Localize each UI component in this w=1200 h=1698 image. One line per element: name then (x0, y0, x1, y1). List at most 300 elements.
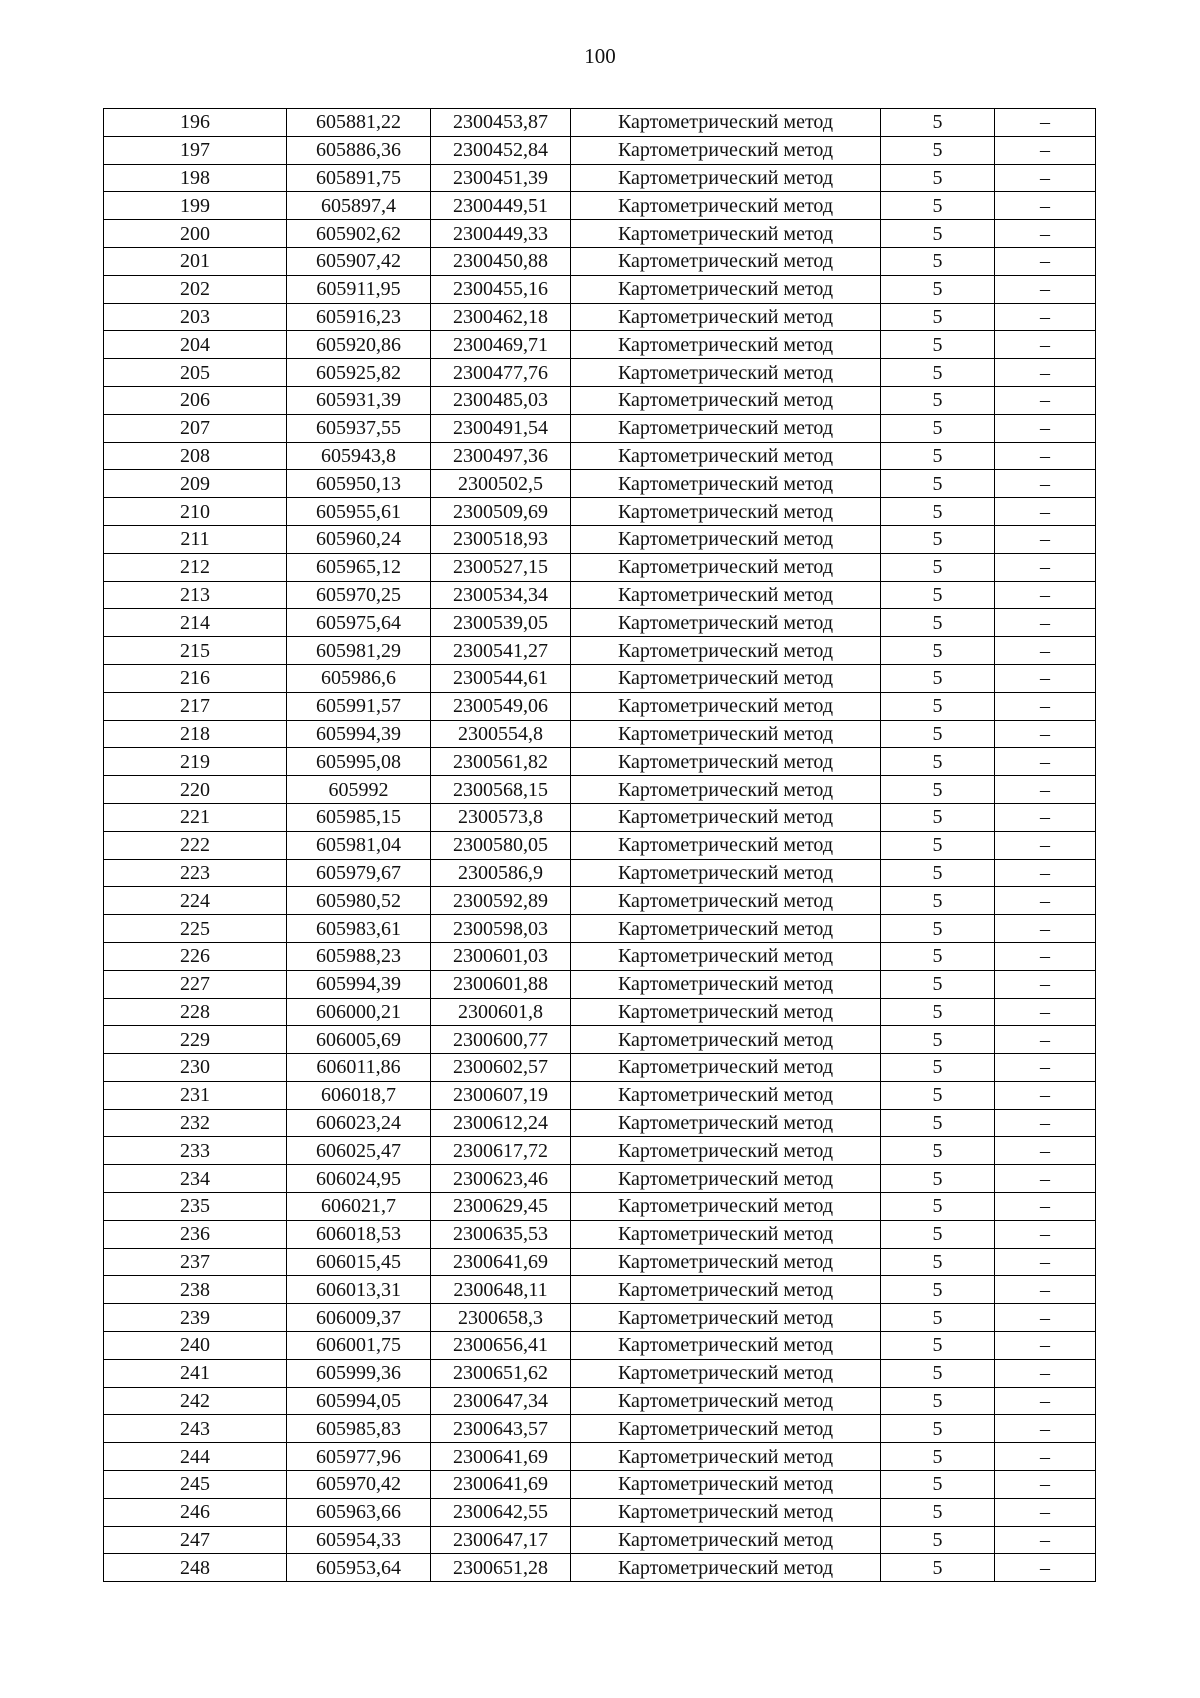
note-cell: – (995, 1387, 1096, 1415)
x-coordinate-cell: 605985,15 (287, 803, 431, 831)
point-number-cell: 196 (104, 109, 287, 137)
note-cell: – (995, 553, 1096, 581)
accuracy-cell: 5 (881, 970, 995, 998)
y-coordinate-cell: 2300641,69 (431, 1248, 571, 1276)
point-number-cell: 230 (104, 1054, 287, 1082)
method-cell: Картометрический метод (571, 498, 881, 526)
point-number-cell: 212 (104, 553, 287, 581)
note-cell: – (995, 1165, 1096, 1193)
x-coordinate-cell: 606018,7 (287, 1081, 431, 1109)
method-cell: Картометрический метод (571, 1359, 881, 1387)
y-coordinate-cell: 2300601,88 (431, 970, 571, 998)
y-coordinate-cell: 2300452,84 (431, 136, 571, 164)
x-coordinate-cell: 605981,04 (287, 831, 431, 859)
accuracy-cell: 5 (881, 692, 995, 720)
x-coordinate-cell: 606021,7 (287, 1193, 431, 1221)
y-coordinate-cell: 2300568,15 (431, 776, 571, 804)
note-cell: – (995, 1359, 1096, 1387)
method-cell: Картометрический метод (571, 998, 881, 1026)
accuracy-cell: 5 (881, 1026, 995, 1054)
table-row (104, 1054, 1096, 1082)
note-cell: – (995, 220, 1096, 248)
table-row (104, 942, 1096, 970)
accuracy-cell: 5 (881, 1109, 995, 1137)
x-coordinate-cell: 606024,95 (287, 1165, 431, 1193)
table-row (104, 637, 1096, 665)
x-coordinate-cell: 605963,66 (287, 1498, 431, 1526)
table-row (104, 692, 1096, 720)
accuracy-cell: 5 (881, 887, 995, 915)
method-cell: Картометрический метод (571, 303, 881, 331)
y-coordinate-cell: 2300462,18 (431, 303, 571, 331)
y-coordinate-cell: 2300561,82 (431, 748, 571, 776)
point-number-cell: 245 (104, 1471, 287, 1499)
method-cell: Картометрический метод (571, 220, 881, 248)
x-coordinate-cell: 605991,57 (287, 692, 431, 720)
method-cell: Картометрический метод (571, 942, 881, 970)
y-coordinate-cell: 2300485,03 (431, 386, 571, 414)
accuracy-cell: 5 (881, 1081, 995, 1109)
y-coordinate-cell: 2300592,89 (431, 887, 571, 915)
y-coordinate-cell: 2300617,72 (431, 1137, 571, 1165)
table-row (104, 1415, 1096, 1443)
accuracy-cell: 5 (881, 803, 995, 831)
point-number-cell: 220 (104, 776, 287, 804)
x-coordinate-cell: 606000,21 (287, 998, 431, 1026)
x-coordinate-cell: 605980,52 (287, 887, 431, 915)
table-row (104, 498, 1096, 526)
table-row (104, 1026, 1096, 1054)
x-coordinate-cell: 605886,36 (287, 136, 431, 164)
point-number-cell: 244 (104, 1443, 287, 1471)
method-cell: Картометрический метод (571, 692, 881, 720)
accuracy-cell: 5 (881, 1137, 995, 1165)
point-number-cell: 205 (104, 359, 287, 387)
y-coordinate-cell: 2300586,9 (431, 859, 571, 887)
method-cell: Картометрический метод (571, 192, 881, 220)
accuracy-cell: 5 (881, 1220, 995, 1248)
method-cell: Картометрический метод (571, 915, 881, 943)
y-coordinate-cell: 2300641,69 (431, 1443, 571, 1471)
x-coordinate-cell: 606018,53 (287, 1220, 431, 1248)
note-cell: – (995, 1220, 1096, 1248)
table-row (104, 664, 1096, 692)
y-coordinate-cell: 2300450,88 (431, 247, 571, 275)
x-coordinate-cell: 605995,08 (287, 748, 431, 776)
table-row (104, 1137, 1096, 1165)
method-cell: Картометрический метод (571, 1554, 881, 1582)
method-cell: Картометрический метод (571, 470, 881, 498)
note-cell: – (995, 1276, 1096, 1304)
table-row (104, 525, 1096, 553)
note-cell: – (995, 692, 1096, 720)
note-cell: – (995, 831, 1096, 859)
y-coordinate-cell: 2300658,3 (431, 1304, 571, 1332)
y-coordinate-cell: 2300580,05 (431, 831, 571, 859)
x-coordinate-cell: 606013,31 (287, 1276, 431, 1304)
note-cell: – (995, 637, 1096, 665)
point-number-cell: 226 (104, 942, 287, 970)
method-cell: Картометрический метод (571, 1026, 881, 1054)
table-row (104, 386, 1096, 414)
y-coordinate-cell: 2300502,5 (431, 470, 571, 498)
table-row (104, 1332, 1096, 1360)
y-coordinate-cell: 2300544,61 (431, 664, 571, 692)
table-row (104, 414, 1096, 442)
note-cell: – (995, 109, 1096, 137)
accuracy-cell: 5 (881, 831, 995, 859)
method-cell: Картометрический метод (571, 1081, 881, 1109)
accuracy-cell: 5 (881, 525, 995, 553)
table-row (104, 887, 1096, 915)
x-coordinate-cell: 605920,86 (287, 331, 431, 359)
accuracy-cell: 5 (881, 776, 995, 804)
accuracy-cell: 5 (881, 1193, 995, 1221)
accuracy-cell: 5 (881, 414, 995, 442)
table-row (104, 1109, 1096, 1137)
y-coordinate-cell: 2300642,55 (431, 1498, 571, 1526)
method-cell: Картометрический метод (571, 970, 881, 998)
y-coordinate-cell: 2300549,06 (431, 692, 571, 720)
note-cell: – (995, 1109, 1096, 1137)
point-number-cell: 206 (104, 386, 287, 414)
table-row (104, 1276, 1096, 1304)
point-number-cell: 216 (104, 664, 287, 692)
point-number-cell: 237 (104, 1248, 287, 1276)
x-coordinate-cell: 605994,39 (287, 720, 431, 748)
point-number-cell: 232 (104, 1109, 287, 1137)
point-number-cell: 202 (104, 275, 287, 303)
method-cell: Картометрический метод (571, 664, 881, 692)
y-coordinate-cell: 2300647,17 (431, 1526, 571, 1554)
accuracy-cell: 5 (881, 1332, 995, 1360)
y-coordinate-cell: 2300656,41 (431, 1332, 571, 1360)
table-row (104, 109, 1096, 137)
table-row (104, 1471, 1096, 1499)
method-cell: Картометрический метод (571, 331, 881, 359)
y-coordinate-cell: 2300477,76 (431, 359, 571, 387)
point-number-cell: 229 (104, 1026, 287, 1054)
accuracy-cell: 5 (881, 915, 995, 943)
point-number-cell: 199 (104, 192, 287, 220)
point-number-cell: 213 (104, 581, 287, 609)
accuracy-cell: 5 (881, 720, 995, 748)
x-coordinate-cell: 605977,96 (287, 1443, 431, 1471)
note-cell: – (995, 1081, 1096, 1109)
point-number-cell: 238 (104, 1276, 287, 1304)
table-row (104, 553, 1096, 581)
accuracy-cell: 5 (881, 1248, 995, 1276)
point-number-cell: 222 (104, 831, 287, 859)
x-coordinate-cell: 605937,55 (287, 414, 431, 442)
note-cell: – (995, 970, 1096, 998)
point-number-cell: 234 (104, 1165, 287, 1193)
y-coordinate-cell: 2300534,34 (431, 581, 571, 609)
table-row (104, 247, 1096, 275)
accuracy-cell: 5 (881, 442, 995, 470)
point-number-cell: 224 (104, 887, 287, 915)
point-number-cell: 197 (104, 136, 287, 164)
accuracy-cell: 5 (881, 1387, 995, 1415)
accuracy-cell: 5 (881, 109, 995, 137)
y-coordinate-cell: 2300449,51 (431, 192, 571, 220)
x-coordinate-cell: 605943,8 (287, 442, 431, 470)
note-cell: – (995, 1026, 1096, 1054)
accuracy-cell: 5 (881, 331, 995, 359)
point-number-cell: 236 (104, 1220, 287, 1248)
accuracy-cell: 5 (881, 859, 995, 887)
method-cell: Картометрический метод (571, 748, 881, 776)
y-coordinate-cell: 2300635,53 (431, 1220, 571, 1248)
point-number-cell: 218 (104, 720, 287, 748)
point-number-cell: 243 (104, 1415, 287, 1443)
note-cell: – (995, 1554, 1096, 1582)
x-coordinate-cell: 605911,95 (287, 275, 431, 303)
y-coordinate-cell: 2300601,8 (431, 998, 571, 1026)
accuracy-cell: 5 (881, 1165, 995, 1193)
note-cell: – (995, 275, 1096, 303)
method-cell: Картометрический метод (571, 1165, 881, 1193)
y-coordinate-cell: 2300573,8 (431, 803, 571, 831)
accuracy-cell: 5 (881, 164, 995, 192)
y-coordinate-cell: 2300601,03 (431, 942, 571, 970)
point-number-cell: 248 (104, 1554, 287, 1582)
point-number-cell: 211 (104, 525, 287, 553)
accuracy-cell: 5 (881, 748, 995, 776)
point-number-cell: 214 (104, 609, 287, 637)
table-row (104, 442, 1096, 470)
note-cell: – (995, 1304, 1096, 1332)
method-cell: Картометрический метод (571, 442, 881, 470)
accuracy-cell: 5 (881, 581, 995, 609)
y-coordinate-cell: 2300469,71 (431, 331, 571, 359)
accuracy-cell: 5 (881, 1443, 995, 1471)
table-row (104, 303, 1096, 331)
coordinates-table (103, 108, 1096, 1582)
note-cell: – (995, 470, 1096, 498)
table-row (104, 859, 1096, 887)
point-number-cell: 215 (104, 637, 287, 665)
accuracy-cell: 5 (881, 1554, 995, 1582)
note-cell: – (995, 331, 1096, 359)
method-cell: Картометрический метод (571, 831, 881, 859)
accuracy-cell: 5 (881, 664, 995, 692)
table-row (104, 331, 1096, 359)
method-cell: Картометрический метод (571, 1054, 881, 1082)
table-row (104, 998, 1096, 1026)
note-cell: – (995, 498, 1096, 526)
y-coordinate-cell: 2300607,19 (431, 1081, 571, 1109)
method-cell: Картометрический метод (571, 1220, 881, 1248)
x-coordinate-cell: 606025,47 (287, 1137, 431, 1165)
note-cell: – (995, 803, 1096, 831)
note-cell: – (995, 1526, 1096, 1554)
y-coordinate-cell: 2300491,54 (431, 414, 571, 442)
table-row (104, 1165, 1096, 1193)
accuracy-cell: 5 (881, 1304, 995, 1332)
note-cell: – (995, 859, 1096, 887)
note-cell: – (995, 942, 1096, 970)
table-row (104, 1220, 1096, 1248)
y-coordinate-cell: 2300651,62 (431, 1359, 571, 1387)
y-coordinate-cell: 2300449,33 (431, 220, 571, 248)
table-row (104, 915, 1096, 943)
point-number-cell: 241 (104, 1359, 287, 1387)
table-row (104, 1081, 1096, 1109)
accuracy-cell: 5 (881, 192, 995, 220)
note-cell: – (995, 609, 1096, 637)
x-coordinate-cell: 605931,39 (287, 386, 431, 414)
x-coordinate-cell: 606015,45 (287, 1248, 431, 1276)
table-row (104, 275, 1096, 303)
accuracy-cell: 5 (881, 998, 995, 1026)
method-cell: Картометрический метод (571, 1387, 881, 1415)
method-cell: Картометрический метод (571, 136, 881, 164)
y-coordinate-cell: 2300647,34 (431, 1387, 571, 1415)
note-cell: – (995, 720, 1096, 748)
method-cell: Картометрический метод (571, 1471, 881, 1499)
method-cell: Картометрический метод (571, 1443, 881, 1471)
table-row (104, 1443, 1096, 1471)
method-cell: Картометрический метод (571, 720, 881, 748)
note-cell: – (995, 915, 1096, 943)
accuracy-cell: 5 (881, 220, 995, 248)
accuracy-cell: 5 (881, 136, 995, 164)
note-cell: – (995, 776, 1096, 804)
y-coordinate-cell: 2300651,28 (431, 1554, 571, 1582)
point-number-cell: 228 (104, 998, 287, 1026)
y-coordinate-cell: 2300455,16 (431, 275, 571, 303)
point-number-cell: 231 (104, 1081, 287, 1109)
method-cell: Картометрический метод (571, 887, 881, 915)
accuracy-cell: 5 (881, 498, 995, 526)
x-coordinate-cell: 605897,4 (287, 192, 431, 220)
y-coordinate-cell: 2300598,03 (431, 915, 571, 943)
note-cell: – (995, 136, 1096, 164)
table-row (104, 720, 1096, 748)
point-number-cell: 240 (104, 1332, 287, 1360)
x-coordinate-cell: 605954,33 (287, 1526, 431, 1554)
method-cell: Картометрический метод (571, 609, 881, 637)
x-coordinate-cell: 605925,82 (287, 359, 431, 387)
note-cell: – (995, 247, 1096, 275)
table-row (104, 1248, 1096, 1276)
table-row (104, 1554, 1096, 1582)
y-coordinate-cell: 2300527,15 (431, 553, 571, 581)
note-cell: – (995, 303, 1096, 331)
note-cell: – (995, 664, 1096, 692)
point-number-cell: 203 (104, 303, 287, 331)
method-cell: Картометрический метод (571, 553, 881, 581)
point-number-cell: 223 (104, 859, 287, 887)
note-cell: – (995, 887, 1096, 915)
x-coordinate-cell: 605902,62 (287, 220, 431, 248)
table-row (104, 136, 1096, 164)
x-coordinate-cell: 605988,23 (287, 942, 431, 970)
x-coordinate-cell: 605955,61 (287, 498, 431, 526)
note-cell: – (995, 998, 1096, 1026)
x-coordinate-cell: 606011,86 (287, 1054, 431, 1082)
table-row (104, 609, 1096, 637)
x-coordinate-cell: 605992 (287, 776, 431, 804)
y-coordinate-cell: 2300612,24 (431, 1109, 571, 1137)
y-coordinate-cell: 2300643,57 (431, 1415, 571, 1443)
x-coordinate-cell: 605907,42 (287, 247, 431, 275)
accuracy-cell: 5 (881, 553, 995, 581)
note-cell: – (995, 1248, 1096, 1276)
method-cell: Картометрический метод (571, 803, 881, 831)
point-number-cell: 217 (104, 692, 287, 720)
table-row (104, 1387, 1096, 1415)
y-coordinate-cell: 2300518,93 (431, 525, 571, 553)
x-coordinate-cell: 605983,61 (287, 915, 431, 943)
accuracy-cell: 5 (881, 275, 995, 303)
note-cell: – (995, 581, 1096, 609)
table-row (104, 1359, 1096, 1387)
table-row (104, 970, 1096, 998)
point-number-cell: 204 (104, 331, 287, 359)
method-cell: Картометрический метод (571, 1248, 881, 1276)
note-cell: – (995, 192, 1096, 220)
table-row (104, 581, 1096, 609)
x-coordinate-cell: 605999,36 (287, 1359, 431, 1387)
table-row (104, 803, 1096, 831)
note-cell: – (995, 414, 1096, 442)
note-cell: – (995, 1332, 1096, 1360)
accuracy-cell: 5 (881, 303, 995, 331)
page-number: 100 (584, 44, 616, 68)
table-row (104, 470, 1096, 498)
y-coordinate-cell: 2300451,39 (431, 164, 571, 192)
x-coordinate-cell: 606005,69 (287, 1026, 431, 1054)
note-cell: – (995, 359, 1096, 387)
method-cell: Картометрический метод (571, 275, 881, 303)
note-cell: – (995, 1054, 1096, 1082)
table-row (104, 1304, 1096, 1332)
method-cell: Картометрический метод (571, 1498, 881, 1526)
x-coordinate-cell: 606023,24 (287, 1109, 431, 1137)
point-number-cell: 235 (104, 1193, 287, 1221)
table-row (104, 1498, 1096, 1526)
accuracy-cell: 5 (881, 637, 995, 665)
y-coordinate-cell: 2300623,46 (431, 1165, 571, 1193)
accuracy-cell: 5 (881, 1359, 995, 1387)
method-cell: Картометрический метод (571, 776, 881, 804)
method-cell: Картометрический метод (571, 1276, 881, 1304)
note-cell: – (995, 386, 1096, 414)
point-number-cell: 227 (104, 970, 287, 998)
accuracy-cell: 5 (881, 1526, 995, 1554)
y-coordinate-cell: 2300541,27 (431, 637, 571, 665)
table-row (104, 192, 1096, 220)
x-coordinate-cell: 606001,75 (287, 1332, 431, 1360)
y-coordinate-cell: 2300648,11 (431, 1276, 571, 1304)
method-cell: Картометрический метод (571, 1526, 881, 1554)
table-row (104, 359, 1096, 387)
note-cell: – (995, 1415, 1096, 1443)
method-cell: Картометрический метод (571, 859, 881, 887)
x-coordinate-cell: 605953,64 (287, 1554, 431, 1582)
note-cell: – (995, 164, 1096, 192)
point-number-cell: 208 (104, 442, 287, 470)
accuracy-cell: 5 (881, 359, 995, 387)
accuracy-cell: 5 (881, 1498, 995, 1526)
table-row (104, 1526, 1096, 1554)
method-cell: Картометрический метод (571, 1109, 881, 1137)
note-cell: – (995, 525, 1096, 553)
point-number-cell: 242 (104, 1387, 287, 1415)
x-coordinate-cell: 605985,83 (287, 1415, 431, 1443)
